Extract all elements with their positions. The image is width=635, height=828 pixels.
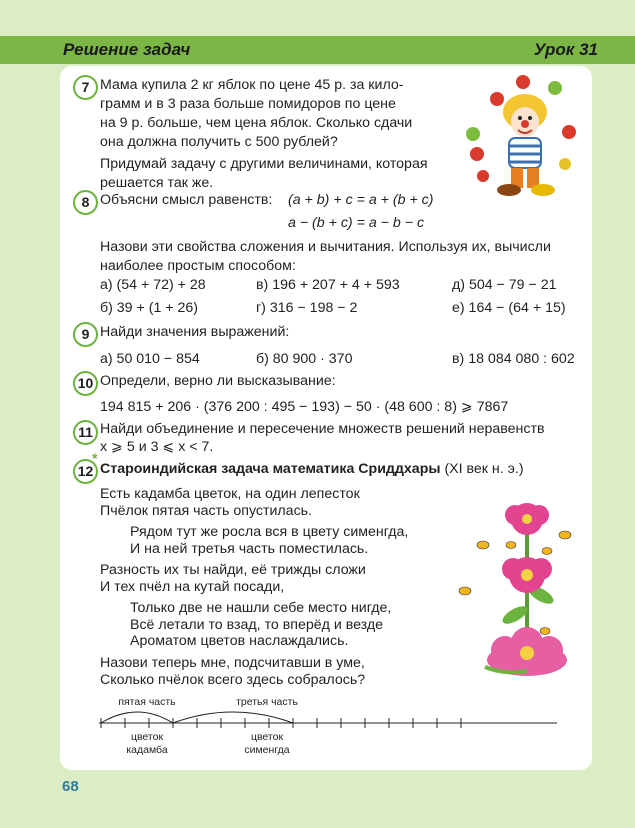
task-10-expression: 194 815 + 206 · (376 200 : 495 − 193) − 50 · (48 600 : 8) ⩾ 7867 <box>100 399 509 415</box>
task-8-item-v: в) 196 + 207 + 4 + 593 <box>256 277 400 293</box>
task-8-intro: Объясни смысл равенств: <box>100 192 273 208</box>
task-8-equation-1: (a + b) + c = a + (b + c) <box>288 192 434 208</box>
poem-line-2: Пчёлок пятая часть опустилась. <box>100 503 313 519</box>
label-simengda-1: цветок <box>250 731 284 743</box>
task-8-item-a: а) (54 + 72) + 28 <box>100 277 206 293</box>
poem-line-6: И тех пчёл на кутай посади, <box>100 579 285 595</box>
task-12-title-note: (XI век н. э.) <box>440 461 524 477</box>
poem-line-1: Есть кадамба цветок, на один лепесток <box>100 486 360 502</box>
task-9-item-v: в) 18 084 080 : 602 <box>452 351 575 367</box>
task-9-item-b: б) 80 900 · 370 <box>256 351 353 367</box>
flowers-bees-illustration <box>455 495 585 683</box>
poem-line-9: Ароматом цветов наслаждались. <box>130 633 349 649</box>
task-12-title: Староиндийская задача математика Сриддхары <box>100 461 441 477</box>
task-7-extra-2: решается так же. <box>100 175 214 191</box>
task-10-text: Определи, верно ли высказывание: <box>100 373 336 389</box>
poem-line-8: Всё летали то взад, то вперёд и везде <box>130 617 384 633</box>
task-7-line-4: она должна получить с 500 рублей? <box>100 134 338 150</box>
task-8-item-b: б) 39 + (1 + 26) <box>100 300 199 316</box>
task-8-item-e: е) 164 − (64 + 15) <box>452 300 566 316</box>
task-number-7: 7 <box>73 75 98 100</box>
label-kadamba-1: цветок <box>130 731 164 743</box>
arc-fifth-part <box>101 712 173 723</box>
poem-line-4: И на ней третья часть поместилась. <box>130 541 369 557</box>
task-number-10: 10 <box>73 371 98 396</box>
poem-line-7: Только две не нашли себе место нигде, <box>130 600 392 616</box>
task-7-line-3: на 9 р. больше, чем цена яблок. Сколько сдачи <box>100 115 413 131</box>
task-8-equation-2: a − (b + c) = a − b − c <box>288 215 425 231</box>
difficulty-star: * <box>92 450 98 466</box>
page-header <box>0 36 635 64</box>
task-8-text-1: Назови эти свойства сложения и вычитания. Используя их, вычисли <box>100 239 551 255</box>
label-fifth-part: пятая часть <box>118 696 176 708</box>
task-number-8: 8 <box>73 190 98 215</box>
task-number-11: 11 <box>73 420 98 445</box>
label-simengda-2: сименгда <box>244 744 290 756</box>
task-12-title-line <box>100 460 524 479</box>
poem-line-10: Назови теперь мне, подсчитавши в уме, <box>100 655 365 671</box>
arc-third-part <box>173 712 293 723</box>
task-11-line-1: Найди объединение и пересечение множеств решений неравенств <box>100 421 545 437</box>
poem-line-11: Сколько пчёлок всего здесь собралось? <box>100 672 366 688</box>
task-7-extra-1: Придумай задачу с другими величинами, которая <box>100 156 428 172</box>
task-number-12: 12 <box>73 459 98 484</box>
task-number-9: 9 <box>73 322 98 347</box>
section-title: Решение задач <box>63 40 191 59</box>
task-9-item-a: а) 50 010 − 854 <box>100 351 200 367</box>
lesson-number: Урок 31 <box>533 40 598 59</box>
clown-juggler-illustration <box>465 72 577 200</box>
label-kadamba-2: кадамба <box>126 744 168 756</box>
poem-line-3: Рядом тут же росла вся в цвету сименгда, <box>130 524 409 540</box>
page-number: 68 <box>62 778 79 795</box>
number-line-diagram <box>95 692 565 762</box>
poem-line-5: Разность их ты найди, её трижды сложи <box>100 562 366 578</box>
task-7-line-1: Мама купила 2 кг яблок по цене 45 р. за кило- <box>100 77 404 93</box>
task-8-text-2: наиболее простым способом: <box>100 258 296 274</box>
task-8-item-d: д) 504 − 79 − 21 <box>452 277 557 293</box>
task-8-item-g: г) 316 − 198 − 2 <box>256 300 358 316</box>
task-9-text: Найди значения выражений: <box>100 324 290 340</box>
task-7-line-2: грамм и в 3 раза больше помидоров по цене <box>100 96 396 112</box>
label-third-part: третья часть <box>236 696 298 708</box>
task-11-line-2: x ⩾ 5 и 3 ⩽ x < 7. <box>100 439 214 455</box>
